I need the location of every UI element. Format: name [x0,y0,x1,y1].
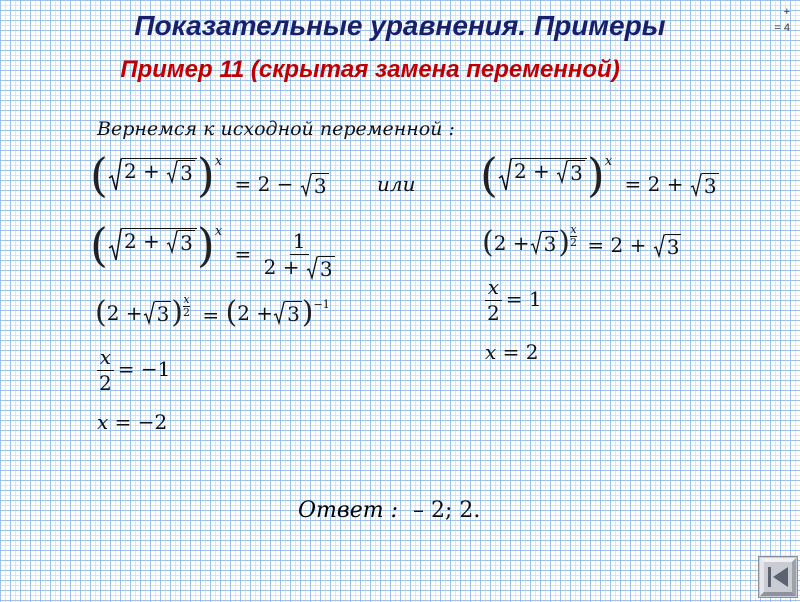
corner-eq: = 4 [774,22,790,34]
eq-left-4: $\frac{x}{2}$ = −1 [96,346,170,395]
eq-right-1: ( 2 + 3 ) $^x$ = 2 + 3 [480,148,717,202]
prev-slide-icon [758,556,798,598]
eq-left-5: x = −2 [97,410,168,434]
example-subtitle: Пример 11 (скрытая замена переменной) [120,56,620,83]
eq-left-1: ( 2 + 3 ) $^x$ = 2 − 3 [90,148,327,202]
eq-right-2: ( 2 + 3 ) x 2 = 2 + 3 [482,223,680,260]
corner-plus: + [783,6,790,18]
page-title: Показательные уравнения. Примеры [134,10,666,41]
answer [298,498,480,523]
eq-left-2: ( 2 + 3 ) $^x$ = 1 2 + 3 [90,218,333,281]
or-word: или [377,172,416,196]
prev-slide-button[interactable] [758,556,798,598]
answer-value: – 2; 2. [413,498,481,523]
intro-text: Вернемся к исходной переменной : [97,118,455,140]
answer-label: Ответ : [298,498,398,523]
eq-right-3: $\frac{x}{2}$ = 1 [484,276,542,325]
eq-left-3: ( 2 + 3 ) x 2 = ( 2 + 3 ) $^{-1}$ [95,293,330,330]
sqrt-outer: 2 + 3 [108,158,197,192]
eq-right-4: x = 2 [485,340,539,364]
corner-mark [774,4,790,36]
